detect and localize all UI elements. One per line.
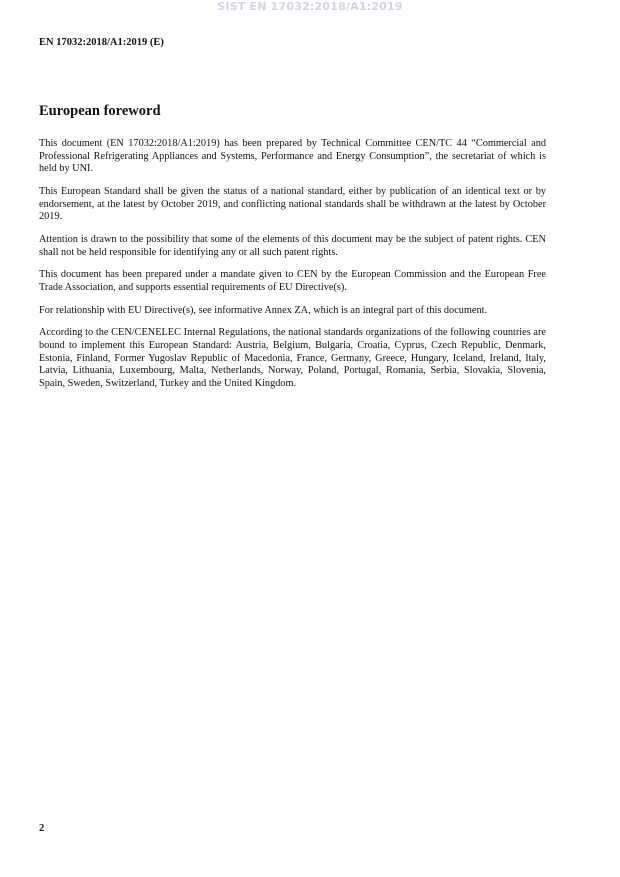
paragraph-annex: For relationship with EU Directive(s), see informative Annex ZA, which is an integral part of this document. (39, 304, 488, 316)
section-title: European foreword (39, 103, 161, 119)
watermark: SIST EN 17032:2018/A1:2019 (217, 0, 403, 13)
paragraph-status: This European Standard shall be given the status of a national standard, either by publication of an identical text or by endorsement, at the latest by October 2019, and conflicting national standards shall be withdrawn at the latest by October 2019. (39, 185, 546, 223)
paragraph-mandate: This document has been prepared under a mandate given to CEN by the European Commission and the European Free Trade Association, and supports essential requirements of EU Directive(s). (39, 269, 546, 293)
paragraph-committee: This document (EN 17032:2018/A1:2019) has been prepared by Technical Committee CEN/TC 44 “Commercial and Professional Refrigerating Appliances and Systems, Performance and Energy Consumption”, the secretariat of which is held by UNI. (39, 138, 546, 175)
page-number: 2 (39, 823, 45, 834)
paragraph-patent: Attention is drawn to the possibility that some of the elements of this document may be the subject of patent rights. CEN shall not be held responsible for identifying any or all such patent rights. (39, 233, 546, 258)
foreword-body (39, 138, 546, 401)
paragraph-countries: According to the CEN/CENELEC Internal Regulations, the national standards organizations of the following countries are bound to implement this European Standard: Austria, Belgium, Bulgaria, Croatia, Cyprus, Czech Republic, Denmark, Estonia, Finland, Former Yugoslav Republic of Macedonia, France, Germany, Greece, Hungary, Iceland, Ireland, Italy, Latvia, Lithuania, Luxembourg, Malta, Netherlands, Norway, Poland, Portugal, Romania, Serbia, Slovakia, Slovenia, Spain, Sweden, Switzerland, Turkey and the United Kingdom. (39, 327, 546, 389)
document-id: EN 17032:2018/A1:2019 (E) (39, 37, 164, 48)
